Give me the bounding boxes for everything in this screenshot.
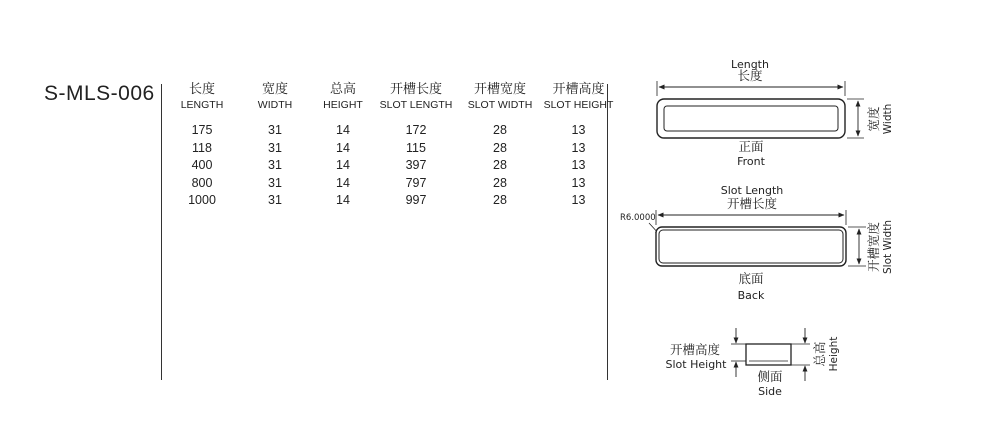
back-view bbox=[620, 184, 894, 302]
table-cell: 13 bbox=[571, 158, 586, 173]
table-cell: 28 bbox=[493, 175, 507, 190]
table-cell: 13 bbox=[571, 123, 586, 137]
side-height-zh-label: 总高 bbox=[812, 341, 827, 367]
table-cell: 31 bbox=[268, 175, 282, 190]
front-width-zh-label: 宽度 bbox=[866, 106, 881, 132]
header-height: 总高 HEIGHT bbox=[323, 82, 363, 111]
table-cell: 175 bbox=[191, 123, 213, 137]
front-view-zh-label: 正面 bbox=[738, 139, 764, 154]
front-view-en-label: Front bbox=[737, 155, 765, 168]
table-cell: 797 bbox=[405, 175, 427, 190]
table-cell: 28 bbox=[493, 158, 507, 173]
table-cell: 172 bbox=[405, 123, 427, 137]
table-cell: 14 bbox=[336, 123, 350, 137]
header-length: 长度 LENGTH bbox=[180, 82, 224, 111]
table-cell: 14 bbox=[336, 175, 350, 190]
back-length-en-label: Slot Length bbox=[720, 184, 784, 197]
front-length-zh-label: 长度 bbox=[737, 68, 763, 83]
back-radius-label: R6.0000 bbox=[620, 213, 656, 223]
side-slot-height-en-label: Slot Height bbox=[665, 358, 727, 371]
table-cell: 31 bbox=[268, 140, 282, 155]
side-outline bbox=[746, 344, 791, 365]
table-cell: 14 bbox=[336, 158, 350, 173]
table-cell: 800 bbox=[191, 175, 213, 190]
side-slot-height-zh-label: 开槽高度 bbox=[669, 342, 721, 357]
side-height-en-label: Height bbox=[828, 336, 840, 372]
table-cell: 31 bbox=[268, 158, 282, 173]
table-cell: 997 bbox=[405, 193, 427, 208]
table-cell: 1000 bbox=[188, 193, 216, 208]
table-cell: 28 bbox=[493, 123, 507, 137]
side-view bbox=[666, 328, 840, 398]
table-cell: 118 bbox=[192, 140, 212, 155]
model-number: S-MLS-006 bbox=[44, 82, 155, 105]
front-view bbox=[657, 58, 894, 168]
back-inner-outline bbox=[659, 230, 843, 263]
header-slot-length: 开槽长度 SLOT LENGTH bbox=[379, 82, 453, 111]
front-length-en-label: Length bbox=[731, 58, 769, 71]
table-cell: 115 bbox=[406, 140, 426, 155]
header-slot-height: 开槽高度 SLOT HEIGHT bbox=[543, 82, 614, 111]
table-cell: 13 bbox=[571, 140, 586, 155]
table-cell: 400 bbox=[191, 158, 213, 173]
side-view-zh-label: 侧面 bbox=[757, 369, 783, 384]
side-view-en-label: Side bbox=[758, 385, 782, 398]
table-cell: 14 bbox=[336, 140, 350, 155]
front-width-en-label: Width bbox=[882, 103, 894, 135]
table-cell: 397 bbox=[405, 158, 427, 173]
back-width-en-label: Slot Width bbox=[882, 220, 894, 274]
header-slot-width: 开槽宽度 SLOT WIDTH bbox=[467, 82, 533, 111]
table-cell: 13 bbox=[571, 175, 586, 190]
back-length-zh-label: 开槽长度 bbox=[726, 196, 778, 211]
table-cell: 28 bbox=[493, 193, 507, 208]
table-cell: 31 bbox=[268, 193, 282, 208]
table-cell: 13 bbox=[571, 193, 586, 208]
header-width: 宽度 WIDTH bbox=[257, 82, 293, 111]
table-cell: 14 bbox=[336, 193, 350, 208]
back-view-en-label: Back bbox=[737, 289, 765, 302]
table-cell: 28 bbox=[493, 140, 507, 155]
table-cell: 31 bbox=[268, 123, 282, 137]
front-inner-outline bbox=[664, 106, 838, 131]
back-view-zh-label: 底面 bbox=[738, 271, 764, 286]
back-width-zh-label: 开槽宽度 bbox=[866, 221, 881, 273]
